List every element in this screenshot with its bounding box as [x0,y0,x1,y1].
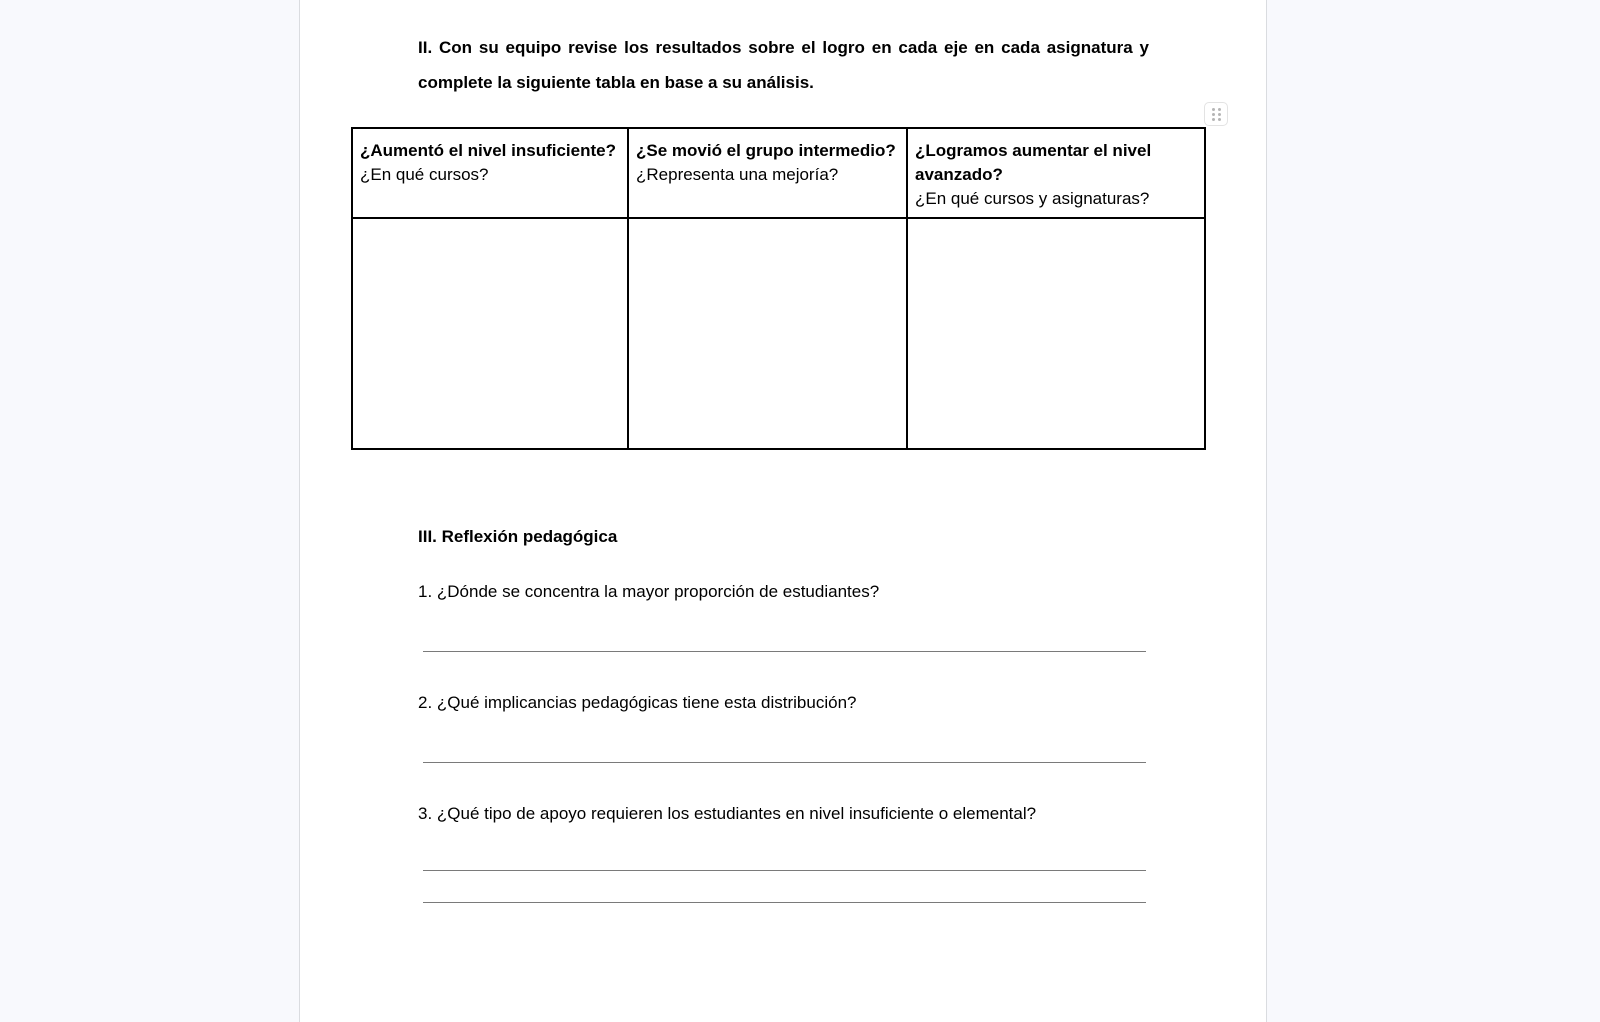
question-3: 3. ¿Qué tipo de apoyo requieren los estudiantes en nivel insuficiente o elemental? [418,804,1037,823]
answer-line-1[interactable] [423,651,1146,652]
column-question: ¿Aumentó el nivel insuficiente? [360,141,616,160]
section-3-heading: III. Reflexión pedagógica [418,527,618,546]
analysis-table [351,127,1206,450]
question-2: 2. ¿Qué implicancias pedagógicas tiene esta distribución? [418,693,857,712]
section-2-instruction-line-1: II. Con su equipo revise los resultados sobre el logro en cada eje en cada asignatura y [418,38,1149,57]
drag-handle-icon[interactable] [1204,102,1228,126]
section-2-instruction-line-2: complete la siguiente tabla en base a su análisis. [418,73,814,92]
column-question: ¿Logramos aumentar el nivel avanzado? [915,141,1152,184]
table-header-cell [628,128,907,218]
table-header-row [352,128,1205,218]
document-page [299,0,1267,1022]
table-header-cell [907,128,1205,218]
answer-cell-intermedio[interactable] [628,218,907,449]
answer-cell-insuficiente[interactable] [352,218,628,449]
table-answer-row [352,218,1205,449]
answer-line-2[interactable] [423,762,1146,763]
column-subquestion: ¿En qué cursos? [360,165,489,184]
column-question: ¿Se movió el grupo intermedio? [636,141,896,160]
question-1: 1. ¿Dónde se concentra la mayor proporción de estudiantes? [418,582,880,601]
table-header-cell [352,128,628,218]
answer-line-3a[interactable] [423,870,1146,871]
answer-cell-avanzado[interactable] [907,218,1205,449]
column-subquestion: ¿Representa una mejoría? [636,165,839,184]
answer-line-3b[interactable] [423,902,1146,903]
column-subquestion: ¿En qué cursos y asignaturas? [915,189,1150,208]
